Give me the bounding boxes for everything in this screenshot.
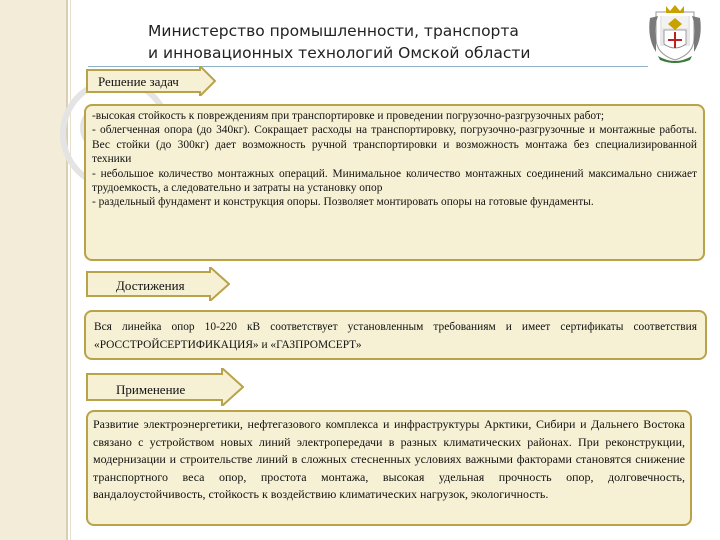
- achievements-box: [84, 310, 707, 360]
- solutions-paragraph: - облегченная опора (до 340кг). Сокращает расходы на транспортировку, погрузочно-разгрузочные и монтажные работы. Вес стойки (до 300кг) дает возможность ручной транспортировки и возможность монтажа без специализированной техники: [92, 124, 697, 166]
- section-heading-application: Применение: [116, 382, 186, 397]
- left-divider-line: [66, 0, 68, 540]
- page-title-line1: Министерство промышленности, транспорта: [148, 22, 519, 40]
- left-decorative-band: [0, 0, 68, 540]
- section-heading-solutions: Решение задач: [98, 74, 179, 89]
- coat-of-arms-icon: [646, 4, 704, 64]
- section-heading-achievements: Достижения: [116, 278, 185, 293]
- application-paragraph: Развитие электроэнергетики, нефтегазового комплекса и инфраструктуры Арктики, Сибири и Дальнего Востока связано с устройством новых линий электропередачи в разных климатических районах. При реконструкции, модернизации и строительстве линий в сложных стесненных условиях важными факторами становятся снижение транспортного веса опор, простота монтажа, высокая удельная прочность опор, долговечность, вандалоустойчивость, стойкость к воздействию климатических нагрузок, экологичность.: [93, 417, 685, 502]
- solutions-box: [84, 104, 705, 261]
- solutions-paragraph: -высокая стойкость к повреждениям при транспортировке и проведении погрузочно-разгрузочных работ;: [92, 110, 605, 122]
- page-title-line2: и инновационных технологий Омской области: [148, 44, 531, 62]
- page-title: [148, 20, 568, 64]
- achievements-paragraph: Вся линейка опор 10-220 кВ соответствует установленным требованиям и имеет сертификаты соответствия «РОССТРОЙСЕРТИФИКАЦИЯ» и «ГАЗПРОМСЕРТ»: [94, 321, 697, 351]
- left-divider-line-thin: [70, 0, 71, 540]
- solutions-paragraph: - небольшое количество монтажных операций. Минимальное количество монтажных соединений максимально снижает трудоемкость, а следовательно и затраты на установку опор: [92, 167, 697, 195]
- application-box: [86, 410, 692, 526]
- solutions-paragraph: - раздельный фундамент и конструкция опоры. Позволяет монтировать опоры на готовые фундаменты.: [92, 196, 594, 209]
